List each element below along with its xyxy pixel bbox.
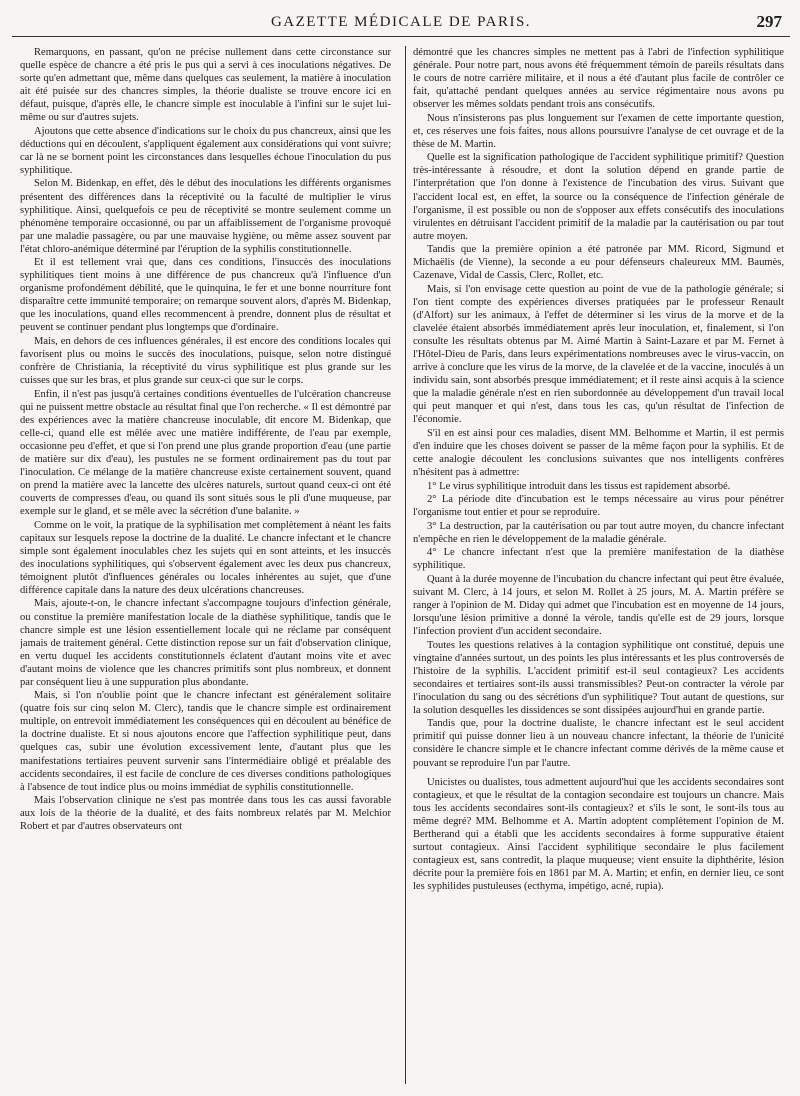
paragraph: Comme on le voit, la pratique de la syphilisation met complètement à néant les faits capitaux sur lesquels repose la doctrine de la dualité. Le chancre infectant et le chancre simple sont également inoculables chez les sujets qui en sont atteints, et les insuccès des inoculations syphilitiques, qui s'observent également avec les deux pus chancreux, témoignent plutôt d'influences générales ou locales inhérentes au sujet, que d'une différence capitale dans la nature des deux ulcérations chancreuses. — [20, 519, 391, 596]
right-column — [405, 46, 784, 1084]
paragraph: Tandis que, pour la doctrine dualiste, le chancre infectant est le seul accident primitif qui puisse donner lieu à un nouveau chancre infectant, la théorie de l'unicité considère le chancre simple et le chancre infectant comme dérivés de la même cause et pouvant se reproduire l'un par l'autre. — [413, 718, 784, 769]
paragraph: S'il en est ainsi pour ces maladies, disent MM. Belhomme et Martin, il est permis d'en induire que les choses doivent se passer de la même façon pour la syphilis. Et de cette analogie découlent les conclusions suivantes que nos intelligents confrères n'hésitent pas à admettre: — [413, 427, 784, 478]
paragraph: 3° La destruction, par la cautérisation ou par tout autre moyen, du chancre infectant n'empêche en rien le développement de la maladie générale. — [413, 520, 784, 545]
page-header — [12, 10, 790, 37]
paragraph: 2° La période dite d'incubation est le temps nécessaire au virus pour pénétrer l'organisme tout entier et pour se reproduire. — [413, 494, 784, 519]
paragraph: Tandis que la première opinion a été patronée par MM. Ricord, Sigmund et Michaëlis (de Vienne), la seconde a eu pour défenseurs chaleureux MM. Baumès, Cazenave, Vidal de Cassis, Clerc, Rollet, etc. — [413, 244, 784, 282]
paragraph: Mais, ajoute-t-on, le chancre infectant s'accompagne toujours d'infection générale, ou constitue la première manifestation locale de la diathèse syphilitique, tandis que le chancre simple est une lésion essentiellement locale qui ne réclame par conséquent jamais de traitement général. Cette distinction repose sur un fait d'observation clinique, en vertu duquel les accidents constitutionnels éclatent d'autant moins vite et avec d'autant moins de violence que les chancres primitifs sont plus nombreux, et donnent par conséquent lieu à une suppuration plus abondante. — [20, 598, 391, 688]
paragraph: Nous n'insisterons pas plus longuement sur l'examen de cette importante question, et, ces réserves une fois faites, nous allons poursuivre l'analyse de cet ouvrage et de la thèse de M. Martin. — [413, 112, 784, 150]
journal-title: GAZETTE MÉDICALE DE PARIS. — [270, 14, 532, 30]
paragraph: Selon M. Bidenkap, en effet, dès le début des inoculations les différents organismes présentent des différences dans la réceptivité ou la faculté de multiplier le virus syphilitique. Ainsi, quelquefois ce peu de réceptivité se montre seulement comme un phénomène temporaire occasionné, ou par un affaiblissement de l'organisme provoqué par une maladie passagère, ou par une mauvaise hygiène, ou même assez souvent par l'état chloro-anémique déterminé par l'éruption de la syphilis constitutionnelle. — [20, 178, 391, 255]
paragraph: Ajoutons que cette absence d'indications sur le choix du pus chancreux, ainsi que les déductions qui en découlent, s'appliquent également aux considérations qui vont suivre; car là ne se bornent point les circonstances dans lesquelles échoue l'inoculation du pus syphilitique. — [20, 125, 391, 176]
paragraph: Toutes les questions relatives à la contagion syphilitique ont constitué, depuis une vingtaine d'années surtout, un des points les plus intéressants et les plus controversés de l'histoire de la syphilis. L'accident primitif est-il seul contagieux? Les accidents secondaires et tertiaires sont-ils aussi transmissibles? Peut-on contracter la vérole par l'inoculation du sang ou des sécrétions d'un syphilitique? Tout autant de questions, sur la solution desquelles les dissidences se sont dissipées aujourd'hui en grande partie. — [413, 639, 784, 716]
paragraph: 4° Le chancre infectant n'est que la première manifestation de la diathèse syphilitique. — [413, 547, 784, 572]
paragraph: Quant à la durée moyenne de l'incubation du chancre infectant qui peut être évaluée, suivant M. Clerc, à 14 jours, et selon M. Rollet à 25 jours, M. A. Martin préfère se ranger à l'opinion de M. Diday qui admet que l'incubation est en moyenne de 14 jours, lorsqu'une lésion primitive a donné la vérole, tandis qu'elle est de 29 jours, lorsque l'infection provient d'un accident secondaire. — [413, 573, 784, 638]
page-number: 297 — [756, 12, 782, 31]
paragraph: Mais, en dehors de ces influences générales, il est encore des conditions locales qui favorisent plus ou moins le succès des inoculations, puisque, selon notre distingué confrère de Christiania, la réceptivité du virus syphilitique est plus grande sur les cuisses que sur les bras, et plus grande sur ceux-ci que sur le corps. — [20, 336, 391, 387]
article-body — [20, 46, 784, 1084]
paragraph: Et il est tellement vrai que, dans ces conditions, l'insuccès des inoculations syphilitiques tient moins à une différence de pus chancreux qu'à l'influence d'un organisme profondément débilité, que le quinquina, le fer et une bonne nourriture font disparaître cette immunité temporaire; on remarque souvent alors, d'après M. Bidenkap, que les inoculations, quand elles recommencent à prendre, donnent plus de résultat et peuvent se continuer pendant plus longtemps que d'ordinaire. — [20, 257, 391, 334]
paragraph: Mais, si l'on envisage cette question au point de vue de la pathologie générale; si l'on tient compte des expériences diverses pratiquées par le professeur Renault (d'Alfort) sur les animaux, à l'effet de déterminer si les virus de la morve et de la clavelée étaient absorbés immédiatement après leur inoculation, et, finalement, si l'on consulte les résultats obtenus par M. Aimé Martin à Saint-Lazare et par M. Fernet à l'Hôtel-Dieu de Paris, dans leurs expérimentations nombreuses avec le virus-vaccin, on arrive à conclure que les virus de la morve, de la clavelée et de la vaccine, inoculés à un individu sain, sont absorbés presque immédiatement; et il reste ainsi acquis à la science que la maladie générale n'est en rien subordonnée au développement d'un travail local qui peut manquer et qui n'est, dans tous les cas, qu'un résultat de l'infection de l'économie. — [413, 283, 784, 426]
left-column — [20, 46, 391, 1084]
paragraph: Remarquons, en passant, qu'on ne précise nullement dans cette circonstance sur quelle espèce de chancre a été pris le pus qui a servi à ces inoculations négatives. De sorte qu'en admettant que, même dans quelques cas seulement, la matière à inoculation ait été puisée sur des chancres simples, la théorie dualiste se trouve encore ici en défaut, puisque, d'après elle, le chancre simple est inoculable à l'infini sur le sujet lui-même ou sur d'autres sujets. — [20, 47, 391, 124]
paragraph: Enfin, il n'est pas jusqu'à certaines conditions éventuelles de l'ulcération chancreuse qui ne puissent mettre obstacle au résultat final que l'on recherche. « Il est démontré par des expériences avec la matière chancreuse inoculable, dit encore M. Bidenkap, que celle-ci, quand elle est mêlée avec une matière indifférente, de l'eau par exemple, occasionne peu d'effet, et que si l'on prend une plus grande proportion d'eau (une partie de matière sur dix d'eau), les pustules ne se forment ordinairement pas du tout par l'inoculation. Ce mélange de la matière chancreuse existe certainement souvent, quand on prend la matière avec la lancette des ulcères naturels, surtout quand ceux-ci ont été couverts de compresses d'eau, ou quand ils sont situés sous le pli d'une muqueuse, par exemple sur le gland, et se mêle avec la sécrétion d'une balanite. » — [20, 388, 391, 518]
paragraph: Unicistes ou dualistes, tous admettent aujourd'hui que les accidents secondaires sont contagieux, et que le résultat de la contagion secondaire est toujours un chancre. Mais tous les accidents secondaires sont-ils contagieux? et s'ils le sont, le sont-ils tous au même degré? MM. Belhomme et A. Martin adoptent complètement l'opinion de M. Bertherand qui a établi que les accidents secondaires à forme suppurative étaient surtout contagieux. Ainsi l'accident syphilitique secondaire le plus facilement contagieux est, sans contredit, la plaque muqueuse; vient ensuite la diphthérite, lésion décrite pour la première fois en 1861 par M. A. Martin; et enfin, en dernier lieu, ce sont les syphilides pustuleuses (ecthyma, impétigo, acné, rupia). — [413, 776, 784, 892]
paragraph: Quelle est la signification pathologique de l'accident syphilitique primitif? Question très-intéressante à résoudre, et dont la solution dépend en grande partie de l'interprétation que l'on donne à l'existence de l'incubation des virus. Suivant que l'accident local est, en effet, la source ou la conséquence de l'infection générale de l'organisme, il est possible ou non de s'opposer aux effets consécutifs des inoculations virulentes en détruisant l'accident primitif de la maladie par la cautérisation ou par tout autre moyen. — [413, 152, 784, 242]
paragraph: Mais l'observation clinique ne s'est pas montrée dans tous les cas aussi favorable aux lois de la théorie de la dualité, et des faits nombreux relatés par M. Melchior Robert et par d'autres observateurs ont — [20, 795, 391, 833]
paragraph: 1° Le virus syphilitique introduit dans les tissus est rapidement absorbé. — [427, 480, 731, 492]
paragraph: Mais, si l'on n'oublie point que le chancre infectant est généralement solitaire (quatre fois sur cinq selon M. Clerc), tandis que le chancre simple est ordinairement multiple, on entrevoit immédiatement les conséquences qui en découlent au bénéfice de la doctrine dualiste. Et si nous ajoutons encore que l'affection syphilitique peut, dans quelques cas, subir une évolution excessivement lente, d'autant plus que les manifestations tertiaires peuvent survenir sans l'intermédiaire obligé et préalable des accidents secondaires, il est facile de conclure de ces diverses conditions pathologiques à l'absence de tout indice plus ou moins immédiat de syphilis constitutionnelle. — [20, 690, 391, 793]
paragraph: démontré que les chancres simples ne mettent pas à l'abri de l'infection syphilitique générale. Pour notre part, nous avons été fréquemment témoin de pareils résultats dans le cours de notre carrière militaire, et il nous a été d'autant plus facile de contrôler ce fait, qu'attaché pendant quelques années au service régimentaire nous avons pu observer les mêmes soldats pendant trois ans consécutifs. — [413, 47, 784, 111]
